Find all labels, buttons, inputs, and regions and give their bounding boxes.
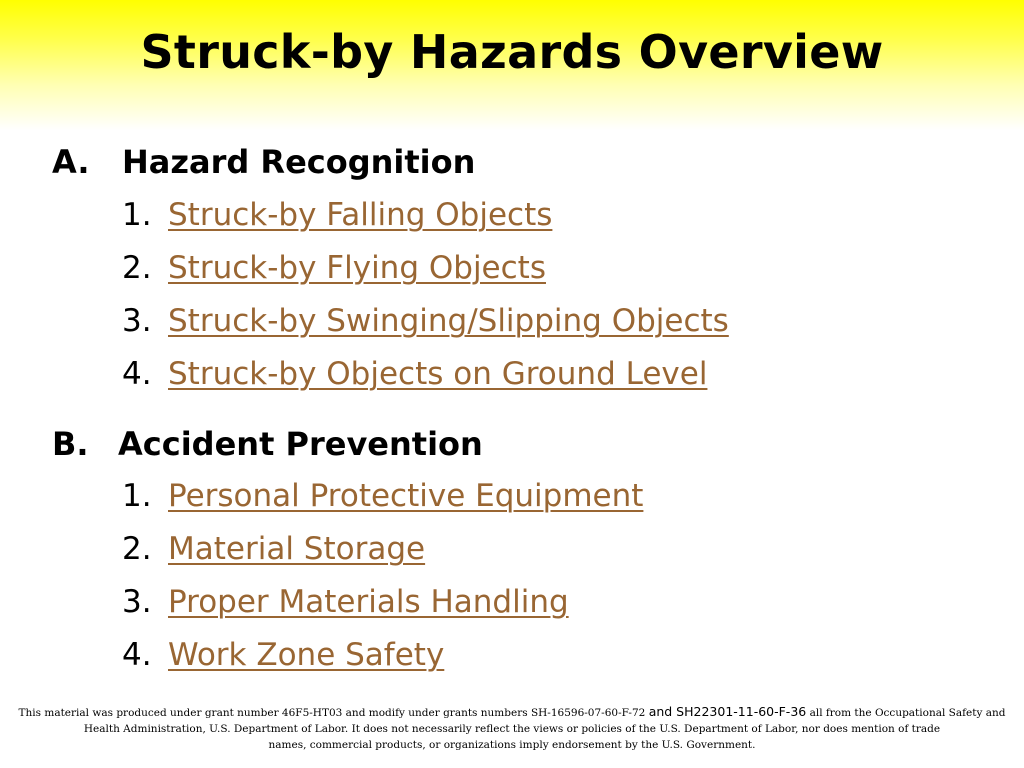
item-number: 2. bbox=[122, 250, 152, 286]
footer-line-2: Health Administration, U.S. Department of Labor. It does not necessarily reflect the views or policies of the U.S. Department of Labor, nor does mention of trade bbox=[83, 723, 941, 735]
link-material-storage[interactable]: Material Storage bbox=[168, 531, 426, 567]
link-personal-protective-equipment[interactable]: Personal Protective Equipment bbox=[168, 478, 644, 514]
footer-disclaimer bbox=[14, 704, 1010, 753]
link-struck-by-flying-objects[interactable]: Struck-by Flying Objects bbox=[168, 250, 546, 286]
list-item bbox=[122, 635, 444, 675]
link-proper-materials-handling[interactable]: Proper Materials Handling bbox=[168, 584, 569, 620]
footer-text-part1: This material was produced under grant number 46F5-HT03 and modify under grants numbers SH-16596-07-60-F-72 bbox=[18, 707, 646, 719]
section-b-title: Accident Prevention bbox=[118, 425, 483, 463]
footer-line-3: names, commercial products, or organizations imply endorsement by the U.S. Government. bbox=[268, 739, 756, 751]
section-a-letter: A. bbox=[52, 143, 90, 181]
slide-title: Struck-by Hazards Overview bbox=[140, 25, 884, 79]
list-item bbox=[122, 195, 552, 235]
link-struck-by-swinging-slipping-objects[interactable]: Struck-by Swinging/Slipping Objects bbox=[168, 303, 729, 339]
list-item bbox=[122, 582, 569, 622]
item-number: 4. bbox=[122, 356, 152, 392]
item-number: 3. bbox=[122, 584, 152, 620]
section-a-title: Hazard Recognition bbox=[122, 143, 476, 181]
item-number: 2. bbox=[122, 531, 152, 567]
link-struck-by-falling-objects[interactable]: Struck-by Falling Objects bbox=[168, 197, 553, 233]
list-item bbox=[122, 248, 546, 288]
list-item bbox=[122, 529, 425, 569]
item-number: 1. bbox=[122, 197, 152, 233]
section-a-heading bbox=[52, 142, 475, 182]
link-work-zone-safety[interactable]: Work Zone Safety bbox=[168, 637, 445, 673]
item-number: 1. bbox=[122, 478, 152, 514]
list-item bbox=[122, 476, 643, 516]
footer-grant-number: and SH22301-11-60-F-36 bbox=[648, 704, 807, 719]
list-item bbox=[122, 301, 729, 341]
section-b-heading bbox=[52, 424, 483, 464]
list-item bbox=[122, 354, 707, 394]
item-number: 4. bbox=[122, 637, 152, 673]
section-b-letter: B. bbox=[52, 425, 89, 463]
link-struck-by-objects-on-ground-level[interactable]: Struck-by Objects on Ground Level bbox=[168, 356, 708, 392]
item-number: 3. bbox=[122, 303, 152, 339]
footer-text-part3: all from the Occupational Safety and bbox=[809, 707, 1006, 719]
footer-line-1 bbox=[14, 704, 1010, 721]
